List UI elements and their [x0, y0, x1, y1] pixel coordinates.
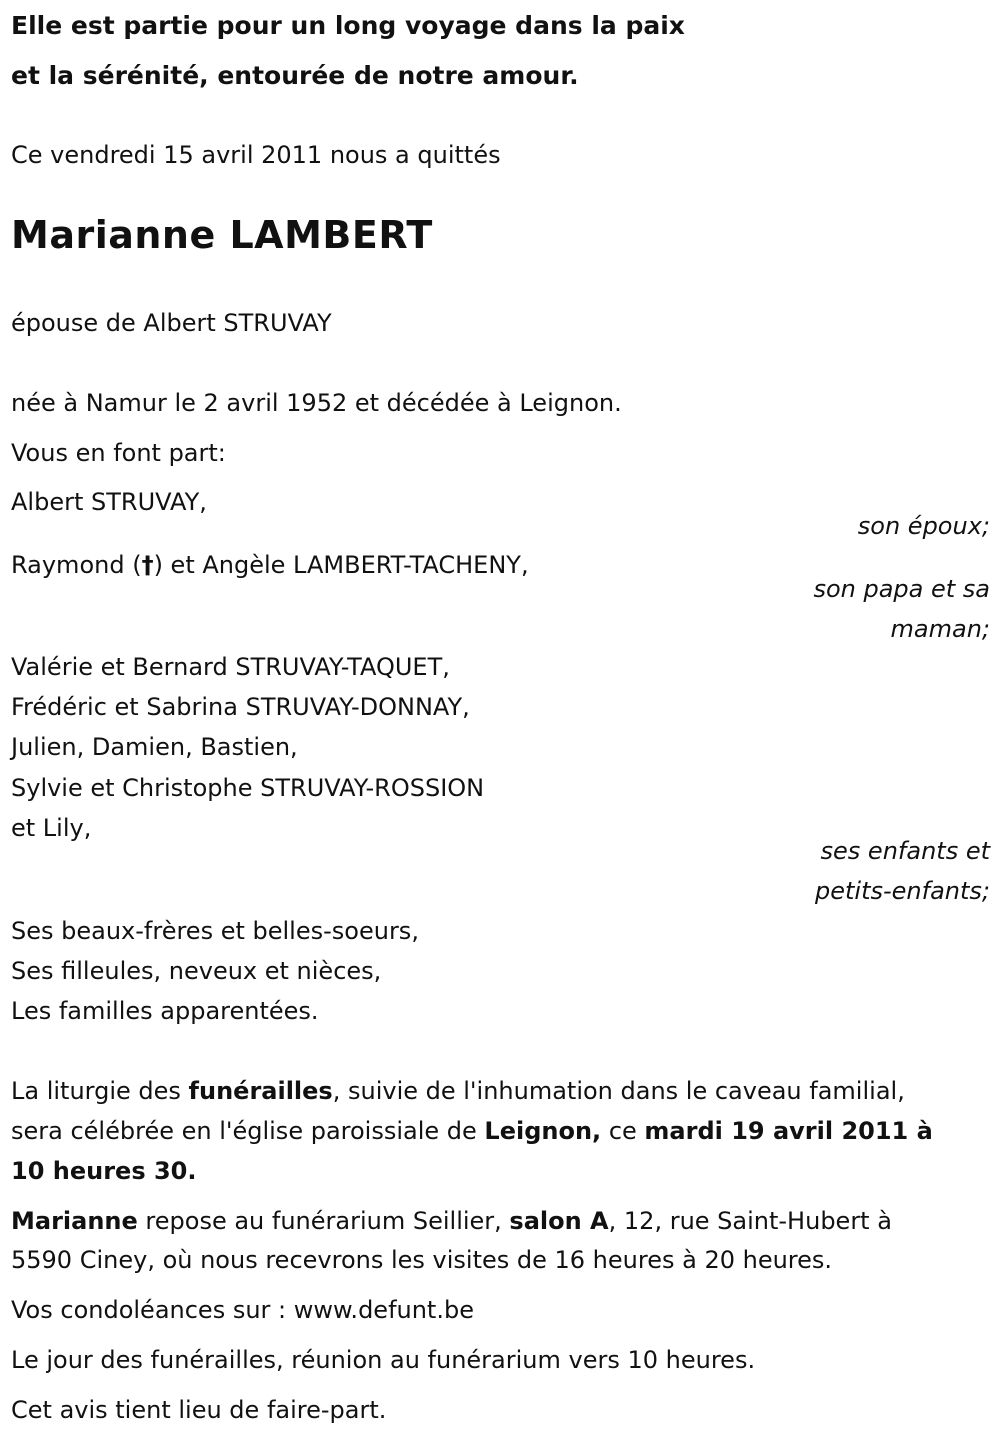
family-spouse-role: son époux;	[857, 512, 990, 540]
funeral-date: mardi 19 avril 2011 à	[644, 1117, 933, 1145]
family-child-2: Frédéric et Sabrina STRUVAY-DONNAY,	[11, 693, 470, 721]
spouse-text: épouse de Albert STRUVAY	[11, 309, 332, 337]
funeral-line-1	[11, 1071, 905, 1111]
deceased-name: Marianne LAMBERT	[11, 213, 433, 257]
meeting-text: Le jour des funérailles, réunion au funérarium vers 10 heures.	[11, 1346, 756, 1374]
parents-name-part-b: ) et Angèle LAMBERT-TACHENY,	[153, 551, 529, 579]
announcers-label: Vous en font part:	[11, 439, 226, 467]
family-other-3: Les familles apparentées.	[11, 997, 319, 1025]
notice-text: Cet avis tient lieu de faire-part.	[11, 1396, 387, 1424]
family-children-role-2: petits-enfants;	[815, 877, 990, 905]
funeral-text-a: La liturgie des	[11, 1077, 189, 1105]
condolences-text: Vos condoléances sur : www.defunt.be	[11, 1296, 474, 1324]
family-child-5: et Lily,	[11, 814, 92, 842]
quote-line-1: Elle est partie pour un long voyage dans la paix	[11, 11, 685, 40]
funeral-text-d: sera célébrée en l'église paroissiale de	[11, 1117, 485, 1145]
rest-name: Marianne	[11, 1207, 138, 1235]
rest-line-2: 5590 Ciney, où nous recevrons les visites de 16 heures à 20 heures.	[11, 1246, 833, 1274]
funeral-line-3: 10 heures 30.	[11, 1157, 197, 1185]
funeral-text-b: funérailles	[188, 1077, 333, 1105]
family-children-role-1: ses enfants et	[820, 837, 990, 865]
quote-line-2: et la sérénité, entourée de notre amour.	[11, 61, 579, 90]
intro-text: Ce vendredi 15 avril 2011 nous a quittés	[11, 141, 501, 169]
cross-icon: †	[141, 551, 154, 579]
birth-text: née à Namur le 2 avril 1952 et décédée à Leignon.	[11, 389, 622, 417]
rest-text-b: , 12, rue Saint-Hubert à	[608, 1207, 892, 1235]
family-child-3: Julien, Damien, Bastien,	[11, 733, 298, 761]
family-parents-name	[11, 545, 529, 585]
parents-name-part-a: Raymond (	[11, 551, 142, 579]
funeral-line-2	[11, 1111, 933, 1151]
family-parents-role-2: maman;	[890, 615, 990, 643]
funeral-text-e: ce	[601, 1117, 645, 1145]
family-other-2: Ses filleules, neveux et nièces,	[11, 957, 382, 985]
rest-salon: salon A	[509, 1207, 609, 1235]
funeral-place: Leignon,	[484, 1117, 602, 1145]
family-other-1: Ses beaux-frères et belles-soeurs,	[11, 917, 419, 945]
family-child-1: Valérie et Bernard STRUVAY-TAQUET,	[11, 653, 450, 681]
funeral-text-c: , suivie de l'inhumation dans le caveau familial,	[332, 1077, 905, 1105]
rest-line-1	[11, 1201, 892, 1241]
family-spouse-name: Albert STRUVAY,	[11, 488, 207, 516]
family-child-4: Sylvie et Christophe STRUVAY-ROSSION	[11, 774, 485, 802]
rest-text-a: repose au funérarium Seillier,	[137, 1207, 510, 1235]
family-parents-role-1: son papa et sa	[813, 575, 990, 603]
